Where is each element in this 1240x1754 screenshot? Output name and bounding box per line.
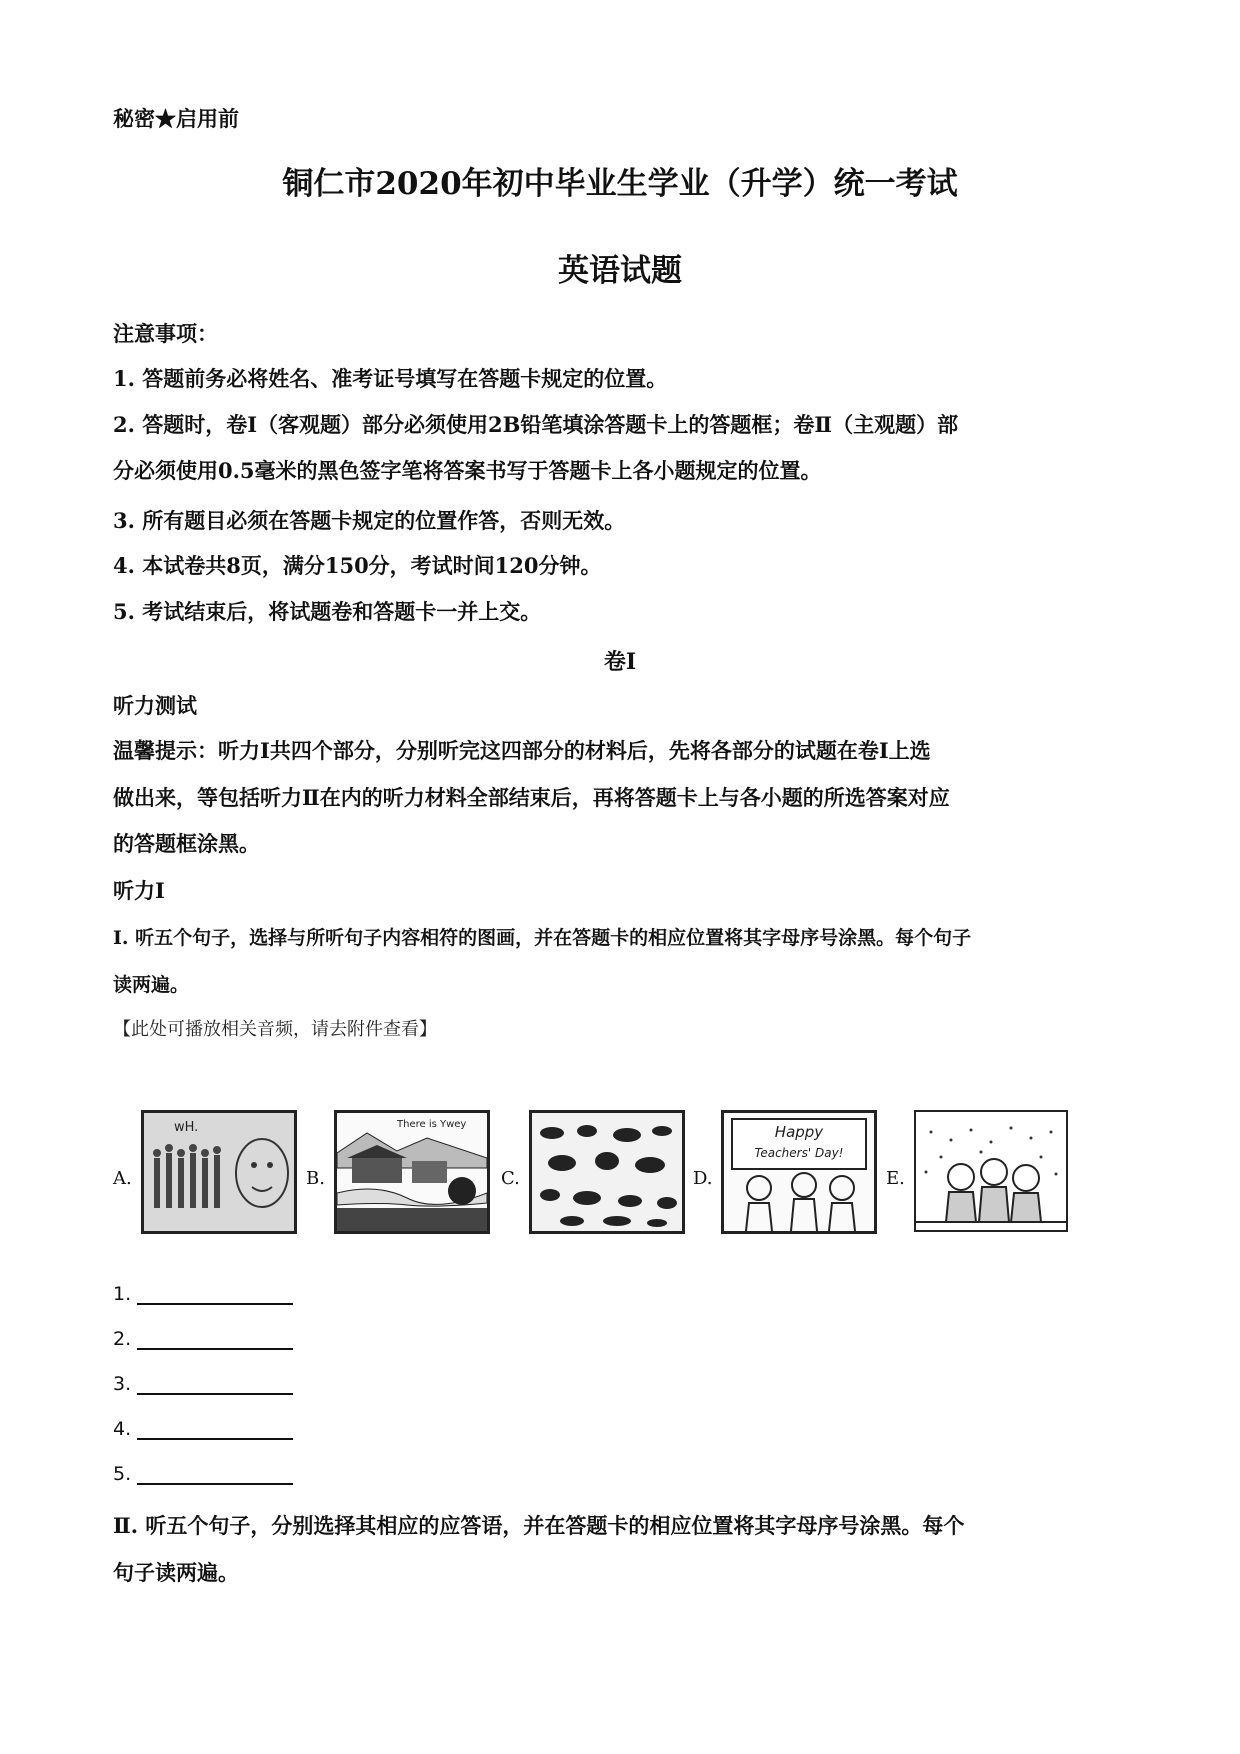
answer-line[interactable] [137, 1463, 293, 1485]
figure-snow-children-icon [914, 1110, 1068, 1232]
notes-item: 4. 本试卷共8页，满分150分，考试时间120分钟。 [113, 553, 602, 578]
svg-text:Happy: Happy [774, 1123, 824, 1141]
figure-letter: B. [306, 1168, 325, 1189]
exam-title: 铜仁市2020年初中毕业生学业（升学）统一考试 [282, 166, 958, 202]
part-two-instruction: Ⅱ. 听五个句子，分别选择其相应的应答语，并在答题卡的相应位置将其字母序号涂黑。每个 [113, 1513, 965, 1538]
listening-one-heading: 听力Ⅰ [113, 878, 165, 903]
answer-blank-4[interactable] [113, 1418, 293, 1440]
notes-item: 5. 考试结束后，将试题卷和答题卡一并上交。 [113, 599, 542, 624]
figure-letter: E. [886, 1168, 905, 1189]
confidential-label: 秘密★启用前 [113, 106, 239, 131]
paper-one-label: 卷Ⅰ [603, 649, 637, 675]
notes-item: 2. 答题时，卷Ⅰ（客观题）部分必须使用2B铅笔填涂答题卡上的答题框；卷Ⅱ（主观题）部 [113, 412, 959, 437]
answer-line[interactable] [137, 1283, 293, 1305]
figure-children-art-icon [141, 1110, 297, 1234]
figure-letter: C. [501, 1168, 520, 1189]
exam-subtitle: 英语试题 [558, 253, 682, 289]
answer-number: 3. [113, 1373, 132, 1395]
answer-number: 5. [113, 1463, 132, 1485]
tip-line: 温馨提示：听力Ⅰ共四个部分，分别听完这四部分的材料后，先将各部分的试题在卷Ⅰ上选 [113, 738, 931, 763]
part-one-instruction: 读两遍。 [113, 974, 190, 996]
figure-letter: A. [113, 1168, 132, 1189]
notes-item: 1. 答题前务必将姓名、准考证号填写在答题卡规定的位置。 [113, 366, 668, 391]
answer-line[interactable] [137, 1328, 293, 1350]
answer-number: 4. [113, 1418, 132, 1440]
answer-line[interactable] [137, 1373, 293, 1395]
figure-village-landscape-icon [334, 1110, 490, 1234]
figure-teachers-day-icon [721, 1110, 877, 1234]
svg-text:Teachers' Day!: Teachers' Day! [754, 1146, 844, 1160]
picture-options [113, 1098, 1113, 1238]
notes-heading: 注意事项： [113, 321, 218, 346]
tip-line: 的答题框涂黑。 [113, 831, 260, 856]
answer-blank-3[interactable] [113, 1373, 293, 1395]
figure-caption: There is Ywey [397, 1119, 467, 1130]
answer-number: 2. [113, 1328, 132, 1350]
listening-heading: 听力测试 [113, 693, 197, 718]
notes-item: 分必须使用0.5毫米的黑色签字笔将答案书写于答题卡上各小题规定的位置。 [113, 458, 822, 483]
figure-caption: wH. [174, 1120, 199, 1135]
answer-blank-5[interactable] [113, 1463, 293, 1485]
answer-number: 1. [113, 1283, 132, 1305]
answer-blank-1[interactable] [113, 1283, 293, 1305]
audio-note: 【此处可播放相关音频，请去附件查看】 [113, 1019, 437, 1040]
tip-line: 做出来，等包括听力Ⅱ在内的听力材料全部结束后，再将答题卡上与各小题的所选答案对应 [113, 785, 950, 810]
answer-line[interactable] [137, 1418, 293, 1440]
figure-animals-icon [529, 1110, 685, 1234]
answer-blank-2[interactable] [113, 1328, 293, 1350]
part-one-instruction: Ⅰ. 听五个句子，选择与所听句子内容相符的图画，并在答题卡的相应位置将其字母序号涂黑。每个句子 [113, 927, 972, 949]
notes-item: 3. 所有题目必须在答题卡规定的位置作答，否则无效。 [113, 508, 626, 533]
part-two-instruction: 句子读两遍。 [113, 1560, 239, 1585]
figure-letter: D. [693, 1168, 713, 1189]
